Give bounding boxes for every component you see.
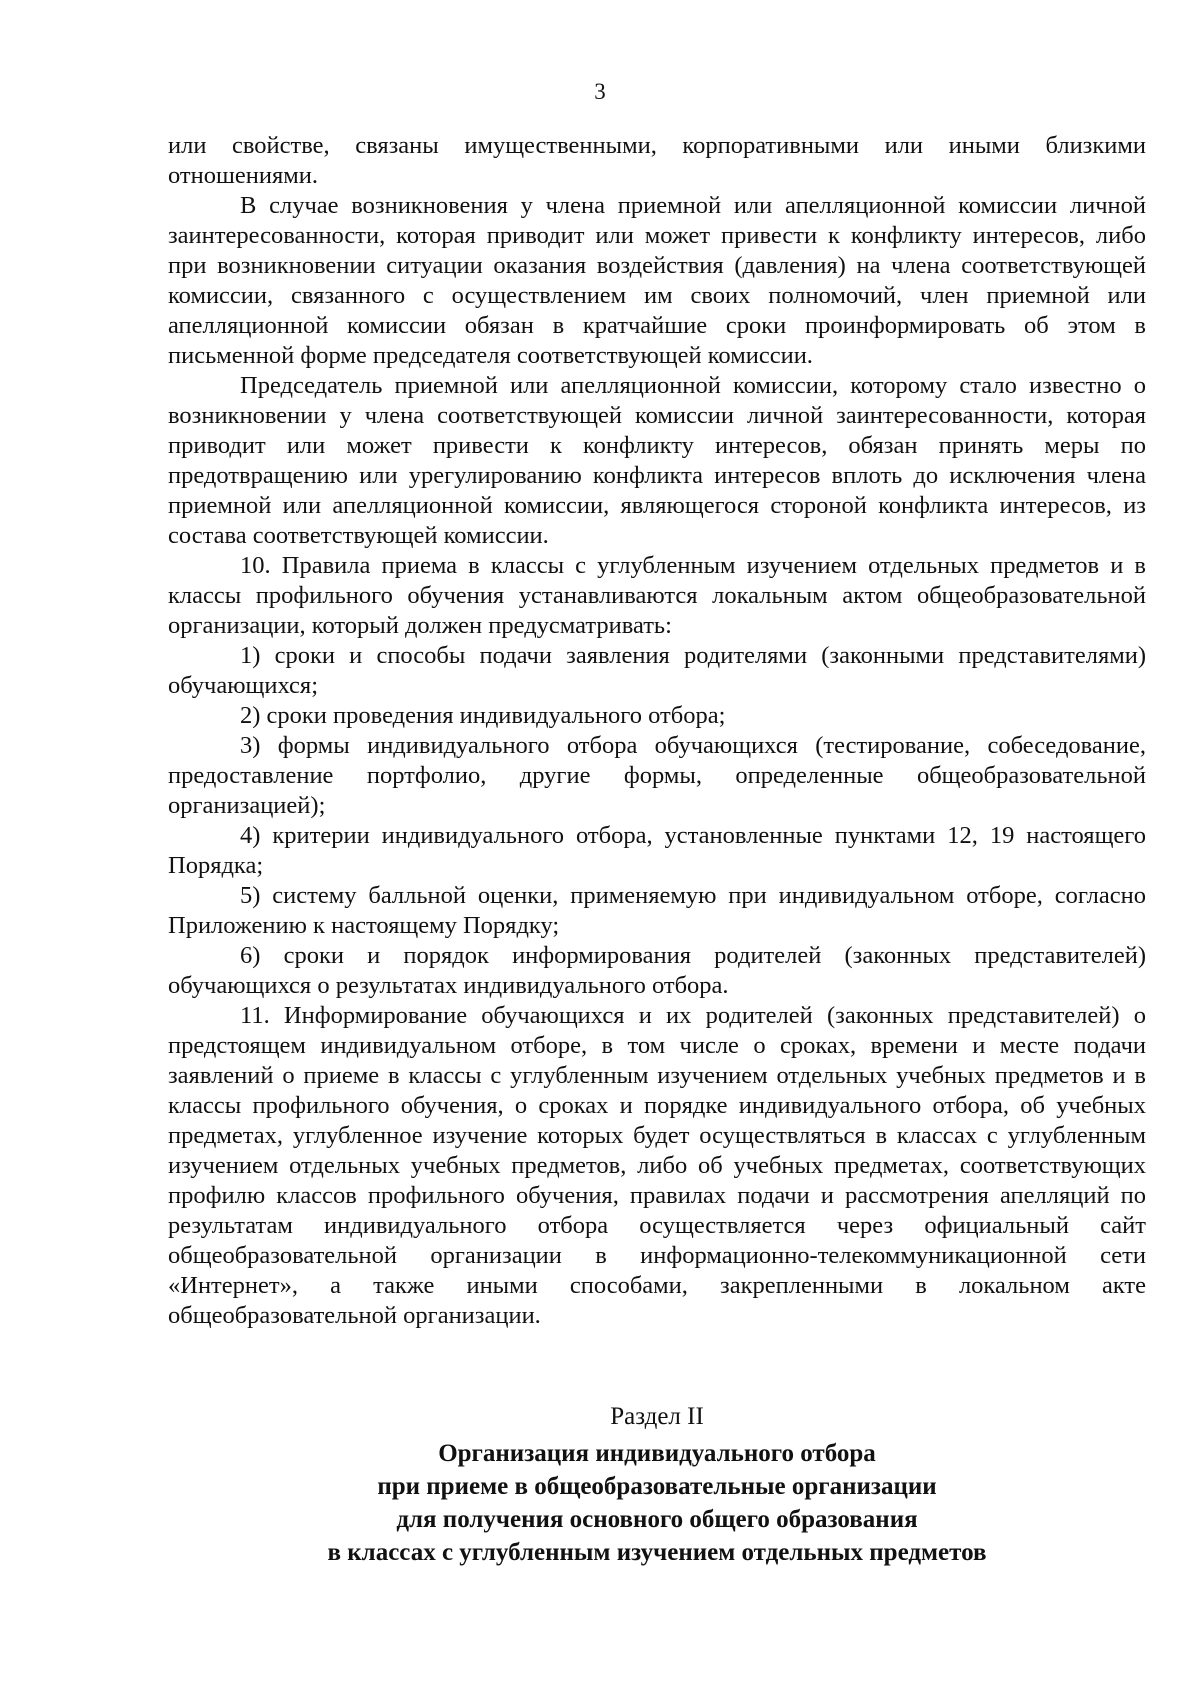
section-label: Раздел II <box>610 1403 704 1430</box>
list-item: 3) формы индивидуального отбора обучающихся (тестирование, собеседование, предоставление портфолио, другие формы, определенные общеобразовательной организацией); <box>168 732 1146 819</box>
document-body <box>168 131 1146 1331</box>
list-item: 2) сроки проведения индивидуального отбора; <box>240 702 726 729</box>
list-item: 4) критерии индивидуального отбора, установленные пунктами 12, 19 настоящего Порядка; <box>168 822 1146 879</box>
list-item: 6) сроки и порядок информирования родителей (законных представителей) обучающихся о результатах индивидуального отбора. <box>168 942 1146 999</box>
section-title-line: при приеме в общеобразовательные организации <box>377 1473 937 1500</box>
clause-11: 11. Информирование обучающихся и их родителей (законных представителей) о предстоящем индивидуальном отборе, в том числе о сроках, времени и месте подачи заявлений о приеме в классы с углубленным изучением отдельных учебных предметов и в классы профильного обучения, о сроках и порядке индивидуального отбора, об учебных предметах, углубленное изучение которых будет осуществляться в классах с углубленным изучением отдельных учебных предметов, либо об учебных предметах, соответствующих профилю классов профильного обучения, правилах подачи и рассмотрения апелляций по результатам индивидуального отбора осуществляется через официальный сайт общеобразовательной организации в информационно-телекоммуникационной сети «Интернет», а также иными способами, закрепленными в локальном акте общеобразовательной организации. <box>168 1002 1146 1329</box>
clause-10: 10. Правила приема в классы с углубленным изучением отдельных предметов и в классы профильного обучения устанавливаются локальным актом общеобразовательной организации, который должен предусматривать: <box>168 552 1146 639</box>
page-number: 3 <box>594 79 606 104</box>
section-title-line: для получения основного общего образования <box>396 1506 918 1533</box>
paragraph: или свойстве, связаны имущественными, корпоративными или иными близкими отношениями. <box>168 132 1146 189</box>
section-header <box>168 1401 1146 1569</box>
section-title-line: в классах с углубленным изучением отдельных предметов <box>327 1539 987 1566</box>
section-title <box>168 1437 1146 1569</box>
section-title-line: Организация индивидуального отбора <box>438 1440 876 1467</box>
paragraph: В случае возникновения у члена приемной или апелляционной комиссии личной заинтересованности, которая приводит или может привести к конфликту интересов, либо при возникновении ситуации оказания воздействия (давления) на члена соответствующей комиссии, связанного с осуществлением им своих полномочий, член приемной или апелляционной комиссии обязан в кратчайшие сроки проинформировать об этом в письменной форме председателя соответствующей комиссии. <box>168 192 1146 369</box>
list-item: 5) систему балльной оценки, применяемую при индивидуальном отборе, согласно Приложению к настоящему Порядку; <box>168 882 1146 939</box>
list-item: 1) сроки и способы подачи заявления родителями (законными представителями) обучающихся; <box>168 642 1146 699</box>
paragraph: Председатель приемной или апелляционной комиссии, которому стало известно о возникновении у члена соответствующей комиссии личной заинтересованности, которая приводит или может привести к конфликту интересов, обязан принять меры по предотвращению или урегулированию конфликта интересов вплоть до исключения члена приемной или апелляционной комиссии, являющегося стороной конфликта интересов, из состава соответствующей комиссии. <box>168 372 1146 549</box>
